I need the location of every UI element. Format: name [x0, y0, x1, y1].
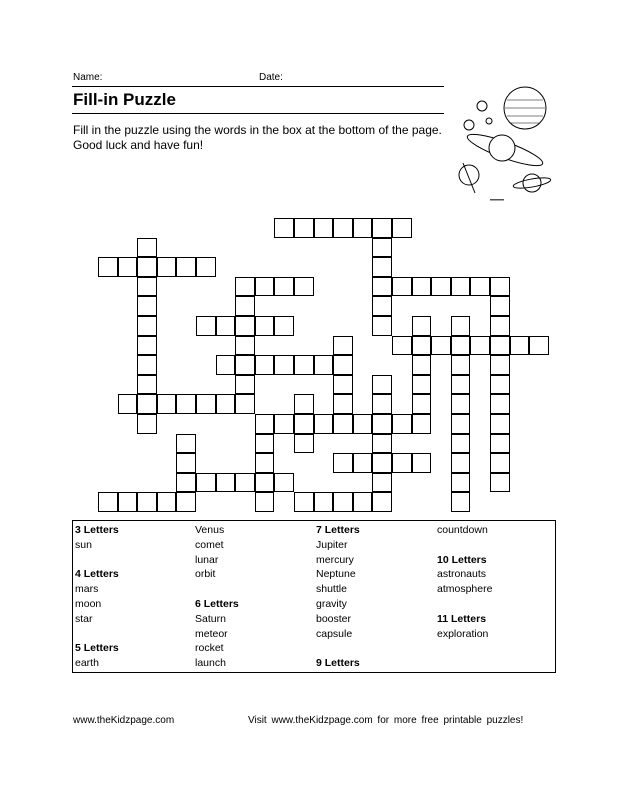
word-item: shuttle: [316, 583, 347, 596]
grid-cell[interactable]: [372, 375, 392, 395]
grid-cell[interactable]: [294, 277, 314, 297]
word-group-heading: 5 Letters: [75, 642, 119, 655]
grid-cell[interactable]: [392, 218, 412, 238]
grid-cell[interactable]: [137, 257, 157, 277]
word-group-heading: 3 Letters: [75, 524, 119, 536]
word-group-heading: 7 Letters: [316, 524, 360, 536]
grid-cell[interactable]: [451, 394, 471, 414]
spacer: [437, 597, 492, 612]
grid-cell[interactable]: [490, 277, 510, 297]
spacer: [75, 553, 119, 568]
spacer: [316, 641, 360, 656]
word-item: earth: [75, 657, 99, 670]
word-column-4: [437, 523, 492, 671]
word-bank: [72, 520, 556, 673]
grid-cell[interactable]: [392, 414, 412, 434]
grid-cell[interactable]: [490, 453, 510, 473]
grid-cell[interactable]: [137, 394, 157, 414]
grid-cell[interactable]: [118, 257, 138, 277]
grid-cell[interactable]: [157, 257, 177, 277]
word-item: comet: [195, 538, 224, 551]
grid-cell[interactable]: [235, 316, 255, 336]
grid-cell[interactable]: [255, 277, 275, 297]
grid-cell[interactable]: [412, 277, 432, 297]
grid-cell[interactable]: [196, 473, 216, 493]
grid-cell[interactable]: [314, 218, 334, 238]
grid-cell[interactable]: [255, 434, 275, 454]
word-group-heading: 9 Letters: [316, 657, 360, 670]
grid-cell[interactable]: [216, 394, 236, 414]
grid-cell[interactable]: [490, 473, 510, 493]
word-item: star: [75, 612, 93, 625]
grid-cell[interactable]: [451, 492, 471, 512]
planets-illustration: [455, 78, 555, 208]
footer-website: www.theKidzpage.com: [73, 715, 175, 726]
grid-cell[interactable]: [412, 414, 432, 434]
word-item: rocket: [195, 642, 224, 655]
grid-cell[interactable]: [490, 316, 510, 336]
grid-cell[interactable]: [137, 238, 157, 258]
grid-cell[interactable]: [372, 316, 392, 336]
grid-cell[interactable]: [451, 355, 471, 375]
grid-cell[interactable]: [333, 336, 353, 356]
grid-cell[interactable]: [235, 375, 255, 395]
word-group-heading: 6 Letters: [195, 597, 239, 610]
word-column-3: [316, 523, 360, 671]
grid-cell[interactable]: [372, 296, 392, 316]
title-line: [72, 113, 444, 114]
word-item: mercury: [316, 553, 354, 566]
name-line: [72, 86, 444, 87]
grid-cell[interactable]: [431, 336, 451, 356]
word-item: moon: [75, 597, 102, 610]
word-item: astronauts: [437, 568, 487, 581]
word-group-heading: 10 Letters: [437, 553, 487, 566]
grid-cell[interactable]: [255, 492, 275, 512]
grid-cell[interactable]: [490, 414, 510, 434]
grid-cell[interactable]: [137, 492, 157, 512]
grid-cell[interactable]: [451, 434, 471, 454]
grid-cell[interactable]: [353, 492, 373, 512]
grid-cell[interactable]: [314, 355, 334, 375]
grid-cell[interactable]: [470, 336, 490, 356]
grid-cell[interactable]: [176, 473, 196, 493]
word-group-heading: 11 Letters: [437, 612, 487, 625]
grid-cell[interactable]: [412, 355, 432, 375]
grid-cell[interactable]: [353, 453, 373, 473]
grid-cell[interactable]: [333, 453, 353, 473]
grid-cell[interactable]: [137, 336, 157, 356]
page-title: Fill-in Puzzle: [73, 90, 176, 109]
grid-cell[interactable]: [157, 492, 177, 512]
grid-cell[interactable]: [392, 453, 412, 473]
spacer: [195, 582, 239, 597]
grid-cell[interactable]: [451, 375, 471, 395]
grid-cell[interactable]: [333, 414, 353, 434]
word-column-1: [75, 523, 119, 671]
grid-cell[interactable]: [235, 277, 255, 297]
grid-cell[interactable]: [490, 394, 510, 414]
grid-cell[interactable]: [98, 257, 118, 277]
word-item: sun: [75, 538, 92, 551]
grid-cell[interactable]: [255, 414, 275, 434]
grid-cell[interactable]: [235, 473, 255, 493]
grid-cell[interactable]: [353, 414, 373, 434]
grid-cell[interactable]: [510, 336, 530, 356]
grid-cell[interactable]: [392, 336, 412, 356]
word-group-heading: 4 Letters: [75, 568, 119, 581]
grid-cell[interactable]: [176, 394, 196, 414]
word-item: exploration: [437, 627, 489, 640]
grid-cell[interactable]: [451, 453, 471, 473]
grid-cell[interactable]: [490, 434, 510, 454]
grid-cell[interactable]: [490, 296, 510, 316]
grid-cell[interactable]: [451, 316, 471, 336]
grid-cell[interactable]: [529, 336, 549, 356]
grid-cell[interactable]: [333, 492, 353, 512]
word-item: Venus: [195, 524, 225, 536]
grid-cell[interactable]: [372, 414, 392, 434]
grid-cell[interactable]: [235, 296, 255, 316]
grid-cell[interactable]: [235, 394, 255, 414]
word-item: gravity: [316, 597, 347, 610]
grid-cell[interactable]: [216, 355, 236, 375]
word-item: capsule: [316, 627, 353, 640]
grid-cell[interactable]: [274, 277, 294, 297]
grid-cell[interactable]: [294, 434, 314, 454]
grid-cell[interactable]: [157, 394, 177, 414]
grid-cell[interactable]: [314, 414, 334, 434]
word-item: Neptune: [316, 568, 356, 581]
grid-cell[interactable]: [294, 394, 314, 414]
grid-cell[interactable]: [490, 375, 510, 395]
grid-cell[interactable]: [392, 277, 412, 297]
grid-cell[interactable]: [451, 473, 471, 493]
grid-cell[interactable]: [137, 414, 157, 434]
grid-cell[interactable]: [412, 453, 432, 473]
word-item: Saturn: [195, 612, 226, 625]
word-item: lunar: [195, 553, 219, 566]
grid-cell[interactable]: [353, 218, 373, 238]
grid-cell[interactable]: [255, 316, 275, 336]
grid-cell[interactable]: [490, 336, 510, 356]
grid-cell[interactable]: [255, 355, 275, 375]
grid-cell[interactable]: [333, 394, 353, 414]
grid-cell[interactable]: [118, 492, 138, 512]
word-item: orbit: [195, 568, 216, 581]
grid-cell[interactable]: [372, 257, 392, 277]
word-item: countdown: [437, 524, 488, 536]
grid-cell[interactable]: [372, 394, 392, 414]
grid-cell[interactable]: [451, 414, 471, 434]
grid-cell[interactable]: [176, 257, 196, 277]
footer-promo: Visit www.theKidzpage.com for more free printable puzzles!: [248, 715, 524, 726]
grid-cell[interactable]: [176, 453, 196, 473]
grid-cell[interactable]: [137, 355, 157, 375]
spacer: [437, 538, 492, 553]
grid-cell[interactable]: [255, 473, 275, 493]
grid-cell[interactable]: [235, 355, 255, 375]
grid-cell[interactable]: [235, 336, 255, 356]
grid-cell[interactable]: [294, 414, 314, 434]
spacer: [437, 641, 492, 656]
instructions: Fill in the puzzle using the words in the box at the bottom of the page. Good luck and have fun!: [73, 123, 442, 152]
grid-cell[interactable]: [294, 492, 314, 512]
grid-cell[interactable]: [372, 492, 392, 512]
grid-cell[interactable]: [137, 296, 157, 316]
grid-cell[interactable]: [412, 375, 432, 395]
grid-cell[interactable]: [451, 277, 471, 297]
word-item: booster: [316, 612, 352, 625]
word-item: meteor: [195, 627, 228, 640]
grid-cell[interactable]: [137, 277, 157, 297]
grid-cell[interactable]: [333, 218, 353, 238]
grid-cell[interactable]: [118, 394, 138, 414]
word-item: launch: [195, 657, 226, 670]
word-item: mars: [75, 583, 99, 596]
grid-cell[interactable]: [372, 238, 392, 258]
date-label: Date:: [259, 72, 283, 83]
grid-cell[interactable]: [176, 434, 196, 454]
spacer: [75, 627, 119, 642]
grid-cell[interactable]: [216, 473, 236, 493]
grid-cell[interactable]: [196, 316, 216, 336]
grid-cell[interactable]: [372, 277, 392, 297]
grid-cell[interactable]: [372, 473, 392, 493]
grid-cell[interactable]: [274, 218, 294, 238]
grid-cell[interactable]: [470, 277, 490, 297]
grid-cell[interactable]: [196, 394, 216, 414]
grid-cell[interactable]: [274, 355, 294, 375]
grid-cell[interactable]: [274, 316, 294, 336]
word-column-2: [195, 523, 239, 671]
grid-cell[interactable]: [431, 277, 451, 297]
grid-cell[interactable]: [98, 492, 118, 512]
grid-cell[interactable]: [372, 218, 392, 238]
grid-cell[interactable]: [412, 336, 432, 356]
grid-cell[interactable]: [294, 218, 314, 238]
grid-cell[interactable]: [294, 355, 314, 375]
grid-cell[interactable]: [274, 414, 294, 434]
grid-cell[interactable]: [451, 336, 471, 356]
word-item: atmosphere: [437, 583, 493, 596]
grid-cell[interactable]: [176, 492, 196, 512]
grid-cell[interactable]: [274, 473, 294, 493]
grid-cell[interactable]: [333, 375, 353, 395]
grid-cell[interactable]: [137, 316, 157, 336]
spacer: [437, 656, 492, 671]
grid-cell[interactable]: [490, 355, 510, 375]
name-label: Name:: [73, 72, 103, 83]
grid-cell[interactable]: [255, 453, 275, 473]
grid-cell[interactable]: [137, 375, 157, 395]
grid-cell[interactable]: [196, 257, 216, 277]
word-item: Jupiter: [316, 538, 348, 551]
grid-cell[interactable]: [372, 434, 392, 454]
grid-cell[interactable]: [412, 316, 432, 336]
grid-cell[interactable]: [372, 453, 392, 473]
grid-cell[interactable]: [333, 355, 353, 375]
grid-cell[interactable]: [314, 492, 334, 512]
grid-cell[interactable]: [216, 316, 236, 336]
grid-cell[interactable]: [412, 394, 432, 414]
